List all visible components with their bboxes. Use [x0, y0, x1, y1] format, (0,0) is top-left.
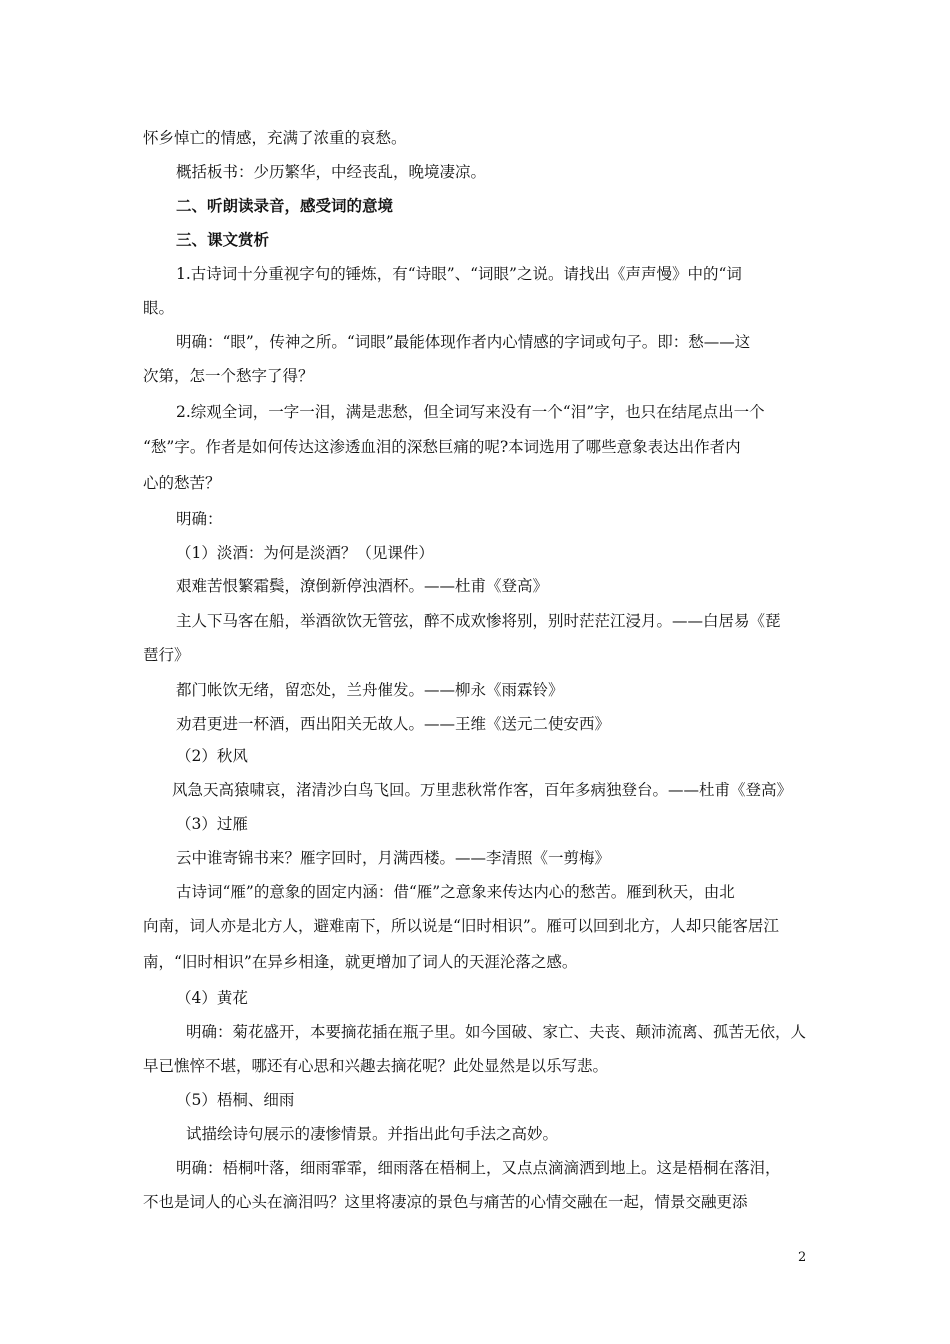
text-line: 眼。	[143, 299, 175, 317]
text-line: 明确：梧桐叶落，细雨霏霏，细雨落在梧桐上，又点点滴滴洒到地上。这是梧桐在落泪，	[176, 1159, 781, 1177]
text-line: 怀乡悼亡的情感，充满了浓重的哀愁。	[143, 129, 407, 147]
section-heading: 二、听朗读录音，感受词的意境	[176, 196, 394, 215]
quote-line: 风急天高猿啸哀，渚清沙白鸟飞回。万里悲秋常作客，百年多病独登台。——杜甫《登高》	[172, 781, 793, 799]
quote-line: 主人下马客在船，举酒欲饮无管弦，醉不成欢惨将别，别时茫茫江浸月。——白居易《琵	[176, 612, 781, 630]
quote-line: 艰难苦恨繁霜鬓，潦倒新停浊酒杯。——杜甫《登高》	[176, 577, 549, 595]
text-line: 概括板书：少历繁华，中经丧乱，晚境凄凉。	[176, 163, 487, 181]
text-line: 不也是词人的心头在滴泪吗？这里将凄凉的景色与痛苦的心情交融在一起，情景交融更添	[143, 1193, 748, 1211]
text-line: “愁”字。作者是如何传达这渗透血泪的深愁巨痛的呢?本词选用了哪些意象表达出作者内	[143, 438, 741, 456]
text-line: （5）梧桐、细雨	[176, 1091, 295, 1109]
text-line: 心的愁苦？	[143, 474, 221, 492]
text-line: 试描绘诗句展示的凄惨情景。并指出此句手法之高妙。	[186, 1125, 559, 1143]
text-line: 明确：菊花盛开，本要摘花插在瓶子里。如今国破、家亡、夫丧、颠沛流离、孤苦无依，人	[186, 1023, 807, 1041]
text-line: 明确：“眼”，传神之所。“词眼”最能体现作者内心情感的字词或句子。即：愁——这	[176, 333, 751, 351]
text-line: 次第，怎一个愁字了得？	[143, 367, 314, 385]
section-heading: 三、课文赏析	[176, 230, 270, 249]
quote-line: 琶行》	[143, 646, 190, 664]
text-line: （2）秋风	[176, 747, 248, 765]
quote-line: 都门帐饮无绪，留恋处，兰舟催发。——柳永《雨霖铃》	[176, 681, 564, 699]
text-line: 2.综观全词，一字一泪，满是悲愁，但全词写来没有一个“泪”字，也只在结尾点出一个	[176, 403, 765, 421]
text-line: 向南，词人亦是北方人，避难南下，所以说是“旧时相识”。雁可以回到北方，人却只能客居江	[143, 917, 779, 935]
quote-line: 云中谁寄锦书来？雁字回时，月满西楼。——李清照《一剪梅》	[176, 849, 611, 867]
text-line: 早已憔悴不堪，哪还有心思和兴趣去摘花呢？此处显然是以乐写悲。	[143, 1057, 609, 1075]
page-number: 2	[798, 1250, 807, 1265]
text-line: 古诗词“雁”的意象的固定内涵：借“雁”之意象来传达内心的愁苦。雁到秋天，由北	[176, 883, 735, 901]
text-line: 明确：	[176, 510, 223, 528]
text-line: （3）过雁	[176, 815, 248, 833]
text-line: （4）黄花	[176, 989, 248, 1007]
quote-line: 劝君更进一杯酒，西出阳关无故人。——王维《送元二使安西》	[176, 715, 611, 733]
text-line: （1）淡酒：为何是淡酒？（见课件）	[176, 544, 434, 562]
text-line: 1.古诗词十分重视字句的锤炼，有“诗眼”、“词眼”之说。请找出《声声慢》中的“词	[176, 265, 742, 283]
text-line: 南，“旧时相识”在异乡相逢，就更增加了词人的天涯沦落之感。	[143, 953, 578, 971]
